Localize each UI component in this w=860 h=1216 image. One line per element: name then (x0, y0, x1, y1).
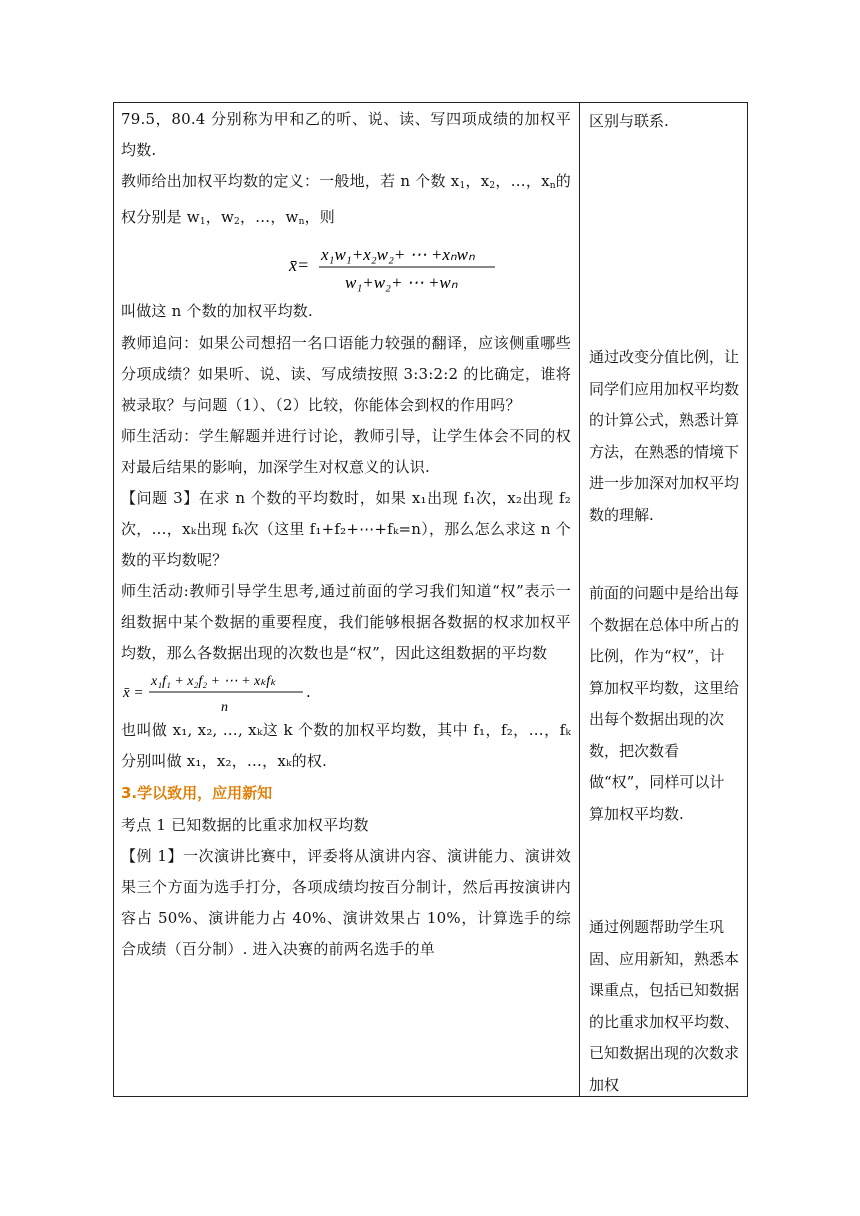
subscript: n (549, 181, 556, 191)
weighted-mean-formula (121, 238, 571, 294)
formula-lhs: x̄ = (123, 685, 144, 701)
text: ，…，x (495, 172, 550, 190)
note-3: 前面的问题中是给出每个数据在总体中所占的比例，作为“权”，计算加权平均数，这里给出每个数据出现的次数，把次数看做“权”，同样可以计算加权平均数. (589, 584, 740, 823)
text: ，w (205, 208, 234, 226)
note-1: 区别与联系. (589, 112, 669, 130)
definition-paragraph (121, 166, 571, 238)
text: 的权分别是 w (121, 172, 571, 226)
left-column (121, 104, 571, 965)
note-4: 通过例题帮助学生巩固、应用新知，熟悉本课重点，包括已知数据的比重求加权平均数、已知数据出现的次数求加权 (589, 918, 740, 1094)
paragraph: 叫做这 n 个数的加权平均数. (121, 302, 313, 320)
text: ，则 (304, 208, 335, 226)
formula-denominator: n (221, 700, 228, 715)
section-heading: 3.学以致用，应用新知 (121, 784, 273, 802)
subscript: n (298, 217, 305, 227)
paragraph: 【例 1】一次演讲比赛中，评委将从演讲内容、演讲能力、演讲效果三个方面为选手打分，各项成绩均按百分制计，然后再按演讲内容占 50%、演讲能力占 40%、演讲效果占 10%，计算选手的综合成绩（百分制）. 进入决赛的前两名选手的单 (121, 847, 571, 958)
formula-svg (121, 238, 571, 294)
formula-denominator: w₁+w₂+ ⋯ +wₙ (345, 273, 458, 292)
paragraph: 也叫做 x₁, x₂, …, xₖ这 k 个数的加权平均数，其中 f₁，f₂，…，fₖ分别叫做 x₁，x₂，…，xₖ的权. (121, 721, 571, 770)
subscript: 2 (489, 181, 496, 191)
subscript: 1 (199, 217, 206, 227)
formula-numerator: x₁w₁+x₂w₂+ ⋯ +xₙwₙ (321, 245, 475, 264)
text: ，x (465, 172, 490, 190)
paragraph: 师生活动：学生解题并进行讨论，教师引导，让学生体会不同的权对最后结果的影响，加深学生对权意义的认识. (121, 427, 571, 476)
formula-lhs: x̄= (289, 255, 310, 275)
subscript: 1 (459, 181, 466, 191)
column-divider (579, 102, 580, 1097)
paragraph: 考点 1 已知数据的比重求加权平均数 (121, 816, 369, 834)
paragraph: 79.5，80.4 分别称为甲和乙的听、说、读、写四项成绩的加权平均数. (121, 110, 571, 159)
paragraph: 师生活动:教师引导学生思考,通过前面的学习我们知道“权”表示一组数据中某个数据的重要程度，我们能够根据各数据的权求加权平均数，那么各数据出现的次数也是“权”，因此这组数据的平均数 (121, 582, 571, 662)
paragraph: 【问题 3】在求 n 个数的平均数时，如果 x₁出现 f₁次，x₂出现 f₂次，…，xₖ出现 fₖ次（这里 f₁+f₂+⋯+fₖ=n），那么怎么求这 n 个数的平均数呢？ (121, 489, 571, 569)
text: ，…，w (239, 208, 299, 226)
formula-period: . (306, 683, 311, 701)
paragraph: 教师追问：如果公司想招一名口语能力较强的翻译，应该侧重哪些分项成绩？如果听、说、读、写成绩按照 3:3:2:2 的比确定，谁将被录取？与问题（1）、（2）比较，你能体会到权的作用吗？ (121, 334, 571, 414)
frequency-mean-formula (121, 669, 571, 715)
note-2: 通过改变分值比例，让同学们应用加权平均数的计算公式，熟悉计算方法，在熟悉的情境下进一步加深对加权平均数的理解. (589, 348, 740, 524)
text: 教师给出加权平均数的定义：一般地，若 n 个数 x (121, 172, 460, 190)
formula-svg (121, 669, 571, 715)
formula-numerator: x₁f₁ + x₂f₂ + ⋯ + xₖfₖ (151, 674, 277, 689)
subscript: 2 (234, 217, 240, 227)
